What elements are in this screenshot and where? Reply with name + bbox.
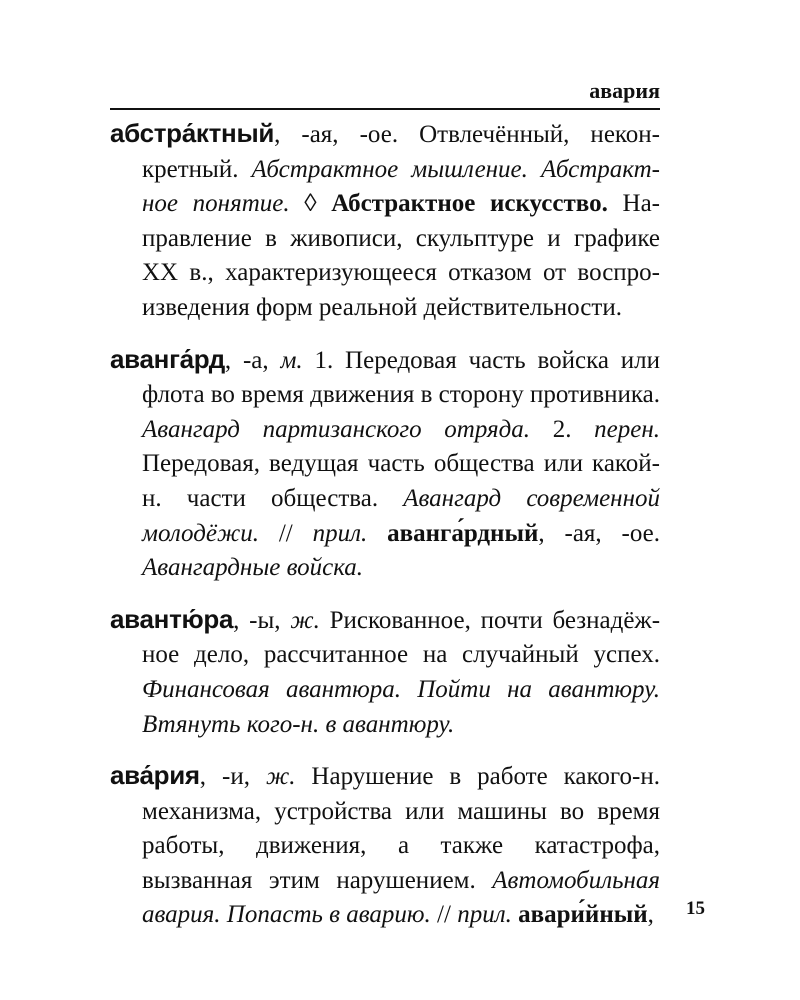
entry-definition-text: , -а, bbox=[224, 346, 281, 374]
entry-definition-text bbox=[367, 520, 387, 547]
entry-definition-text: Направление в живописи, скульптуре и графике XX в., характеризующееся отказом от воспроизведения форм реальной действительности. bbox=[142, 190, 660, 321]
entry-example-text: ж. bbox=[265, 763, 296, 791]
entry-definition-text: , -ая, -ое. bbox=[538, 519, 660, 547]
entry-bold-term: Абстрактное искусство. bbox=[331, 190, 608, 218]
dictionary-entry bbox=[110, 342, 660, 586]
dictionary-entry bbox=[110, 116, 660, 326]
entry-definition-text: // bbox=[258, 519, 313, 547]
entry-bold-term: авари́йный bbox=[518, 901, 648, 929]
entry-definition-text: 1. Передовая часть войска или флота во время движения в сторону противника. bbox=[142, 346, 661, 409]
entry-definition-text: , -и, bbox=[199, 763, 266, 791]
entry-headword: авантю́ра bbox=[110, 603, 234, 634]
entry-example-text: Абстрактное мышление. Абстрактное понятие. bbox=[142, 155, 660, 218]
entry-definition-text: // bbox=[430, 901, 458, 929]
entry-example-text: прил. bbox=[457, 901, 512, 929]
dictionary-entries bbox=[110, 116, 660, 949]
entry-bold-term: аванга́рдный bbox=[387, 519, 539, 547]
entry-definition-text: Передовая, ведущая часть общества или какой-н. части общества. bbox=[142, 450, 660, 512]
entry-headword: аванга́рд bbox=[110, 343, 225, 374]
entry-example-text: Авангард современной молодёжи. bbox=[142, 484, 660, 547]
entry-example-text: Автомобильная авария. Попасть в аварию. bbox=[142, 866, 660, 929]
header-rule bbox=[110, 108, 660, 110]
dictionary-entry bbox=[110, 602, 660, 742]
running-head: авария bbox=[589, 78, 660, 103]
entry-definition-text: Нарушение в работе какого-н. механизма, устройства или машины во время работы, движения, а также катастрофа, вызванная этим нарушением. bbox=[142, 763, 660, 894]
entry-definition-text: , -ы, bbox=[233, 606, 291, 634]
dictionary-entry bbox=[110, 758, 660, 933]
entry-definition-text: ◊ bbox=[289, 190, 332, 218]
entry-example-text: м. bbox=[280, 346, 303, 374]
entry-example-text: перен. bbox=[594, 415, 660, 443]
page-number: 15 bbox=[686, 898, 705, 919]
entry-headword: ава́рия bbox=[110, 760, 200, 791]
entry-example-text: Авангардные войска. bbox=[142, 554, 364, 582]
entry-definition-text: 2. bbox=[530, 415, 595, 443]
entry-example-text: прил. bbox=[312, 519, 368, 547]
entry-example-text: Финансовая авантюра. Пойти на авантюру. Втянуть кого-н. в авантюру. bbox=[142, 675, 660, 738]
entry-example-text: Авангард партизанского отряда. bbox=[142, 415, 531, 443]
entry-headword: абстра́ктный bbox=[110, 118, 275, 148]
entry-definition-text: Рискованное, почти безнадёжное дело, рассчитанное на случайный успех. bbox=[142, 606, 661, 669]
entry-definition-text: , bbox=[647, 901, 654, 929]
entry-definition-text: , -ая, -ое. Отвлечённый, неконкретный. bbox=[142, 121, 660, 183]
entry-example-text: ж. bbox=[290, 606, 320, 634]
